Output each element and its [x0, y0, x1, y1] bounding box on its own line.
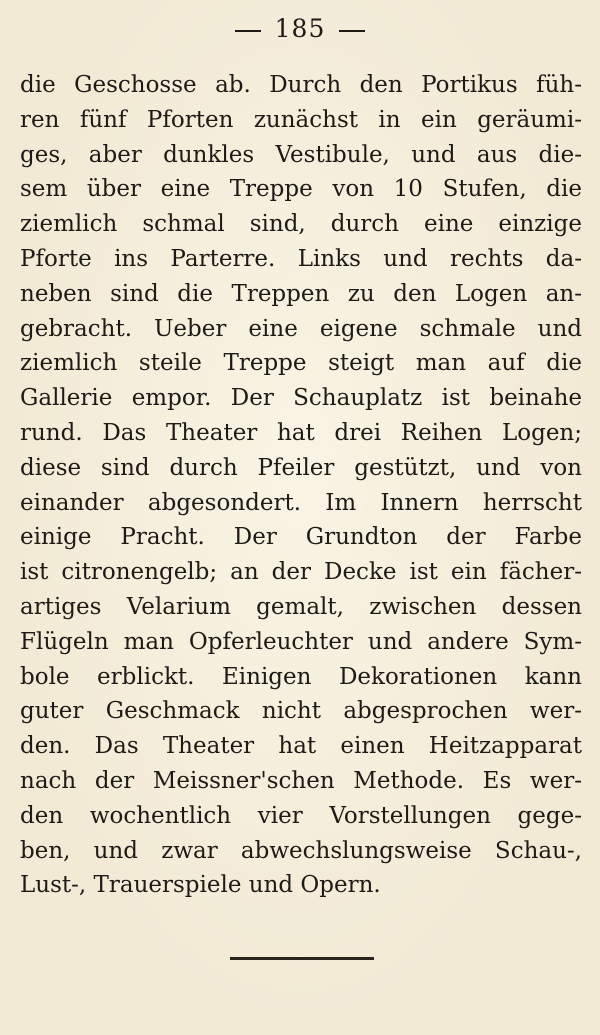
text-line: den. Das Theater hat einen Heitzapparat — [20, 733, 582, 760]
text-line: einander abgesondert. Im Innern herrscht — [20, 489, 582, 516]
text-line: ges, aber dunkles Vestibule, und aus die- — [20, 141, 582, 168]
text-line: den wochentlich vier Vorstellungen gege- — [20, 802, 582, 829]
text-line: artiges Velarium gemalt, zwischen dessen — [20, 593, 582, 620]
text-line: gebracht. Ueber eine eigene schmale und — [20, 315, 582, 342]
text-line: ziemlich steile Treppe steigt man auf die — [20, 350, 582, 377]
header-dash-left — [235, 30, 261, 32]
text-line: nach der Meissner'schen Methode. Es wer- — [20, 767, 582, 794]
text-line: einige Pracht. Der Grundton der Farbe — [20, 524, 582, 551]
text-line: bole erblickt. Einigen Dekorationen kann — [20, 663, 582, 690]
header-dash-right — [339, 30, 365, 32]
text-line: neben sind die Treppen zu den Logen an- — [20, 280, 582, 307]
text-line: guter Geschmack nicht abgesprochen wer- — [20, 698, 582, 725]
closing-rule — [230, 957, 374, 960]
text-line: Lust-, Trauerspiele und Opern. — [20, 872, 381, 899]
text-line: ist citronengelb; an der Decke ist ein fächer- — [20, 559, 582, 586]
text-line: Gallerie empor. Der Schauplatz ist beinahe — [20, 385, 582, 412]
text-line: ben, und zwar abwechslungsweise Schau-, — [20, 837, 582, 864]
text-line: die Geschosse ab. Durch den Portikus füh- — [20, 72, 582, 98]
page-header — [0, 14, 600, 43]
body-text — [20, 68, 582, 903]
text-line: rund. Das Theater hat drei Reihen Logen; — [20, 419, 582, 446]
text-line: Flügeln man Opferleuchter und andere Sym- — [20, 628, 582, 655]
text-line: sem über eine Treppe von 10 Stufen, die — [20, 176, 582, 203]
text-line: Pforte ins Parterre. Links und rechts da- — [20, 245, 582, 272]
text-line: diese sind durch Pfeiler gestützt, und von — [20, 454, 582, 481]
page-number: 185 — [274, 14, 326, 43]
text-line: ren fünf Pforten zunächst in ein geräumi- — [20, 106, 582, 133]
text-line: ziemlich schmal sind, durch eine einzige — [20, 211, 582, 238]
